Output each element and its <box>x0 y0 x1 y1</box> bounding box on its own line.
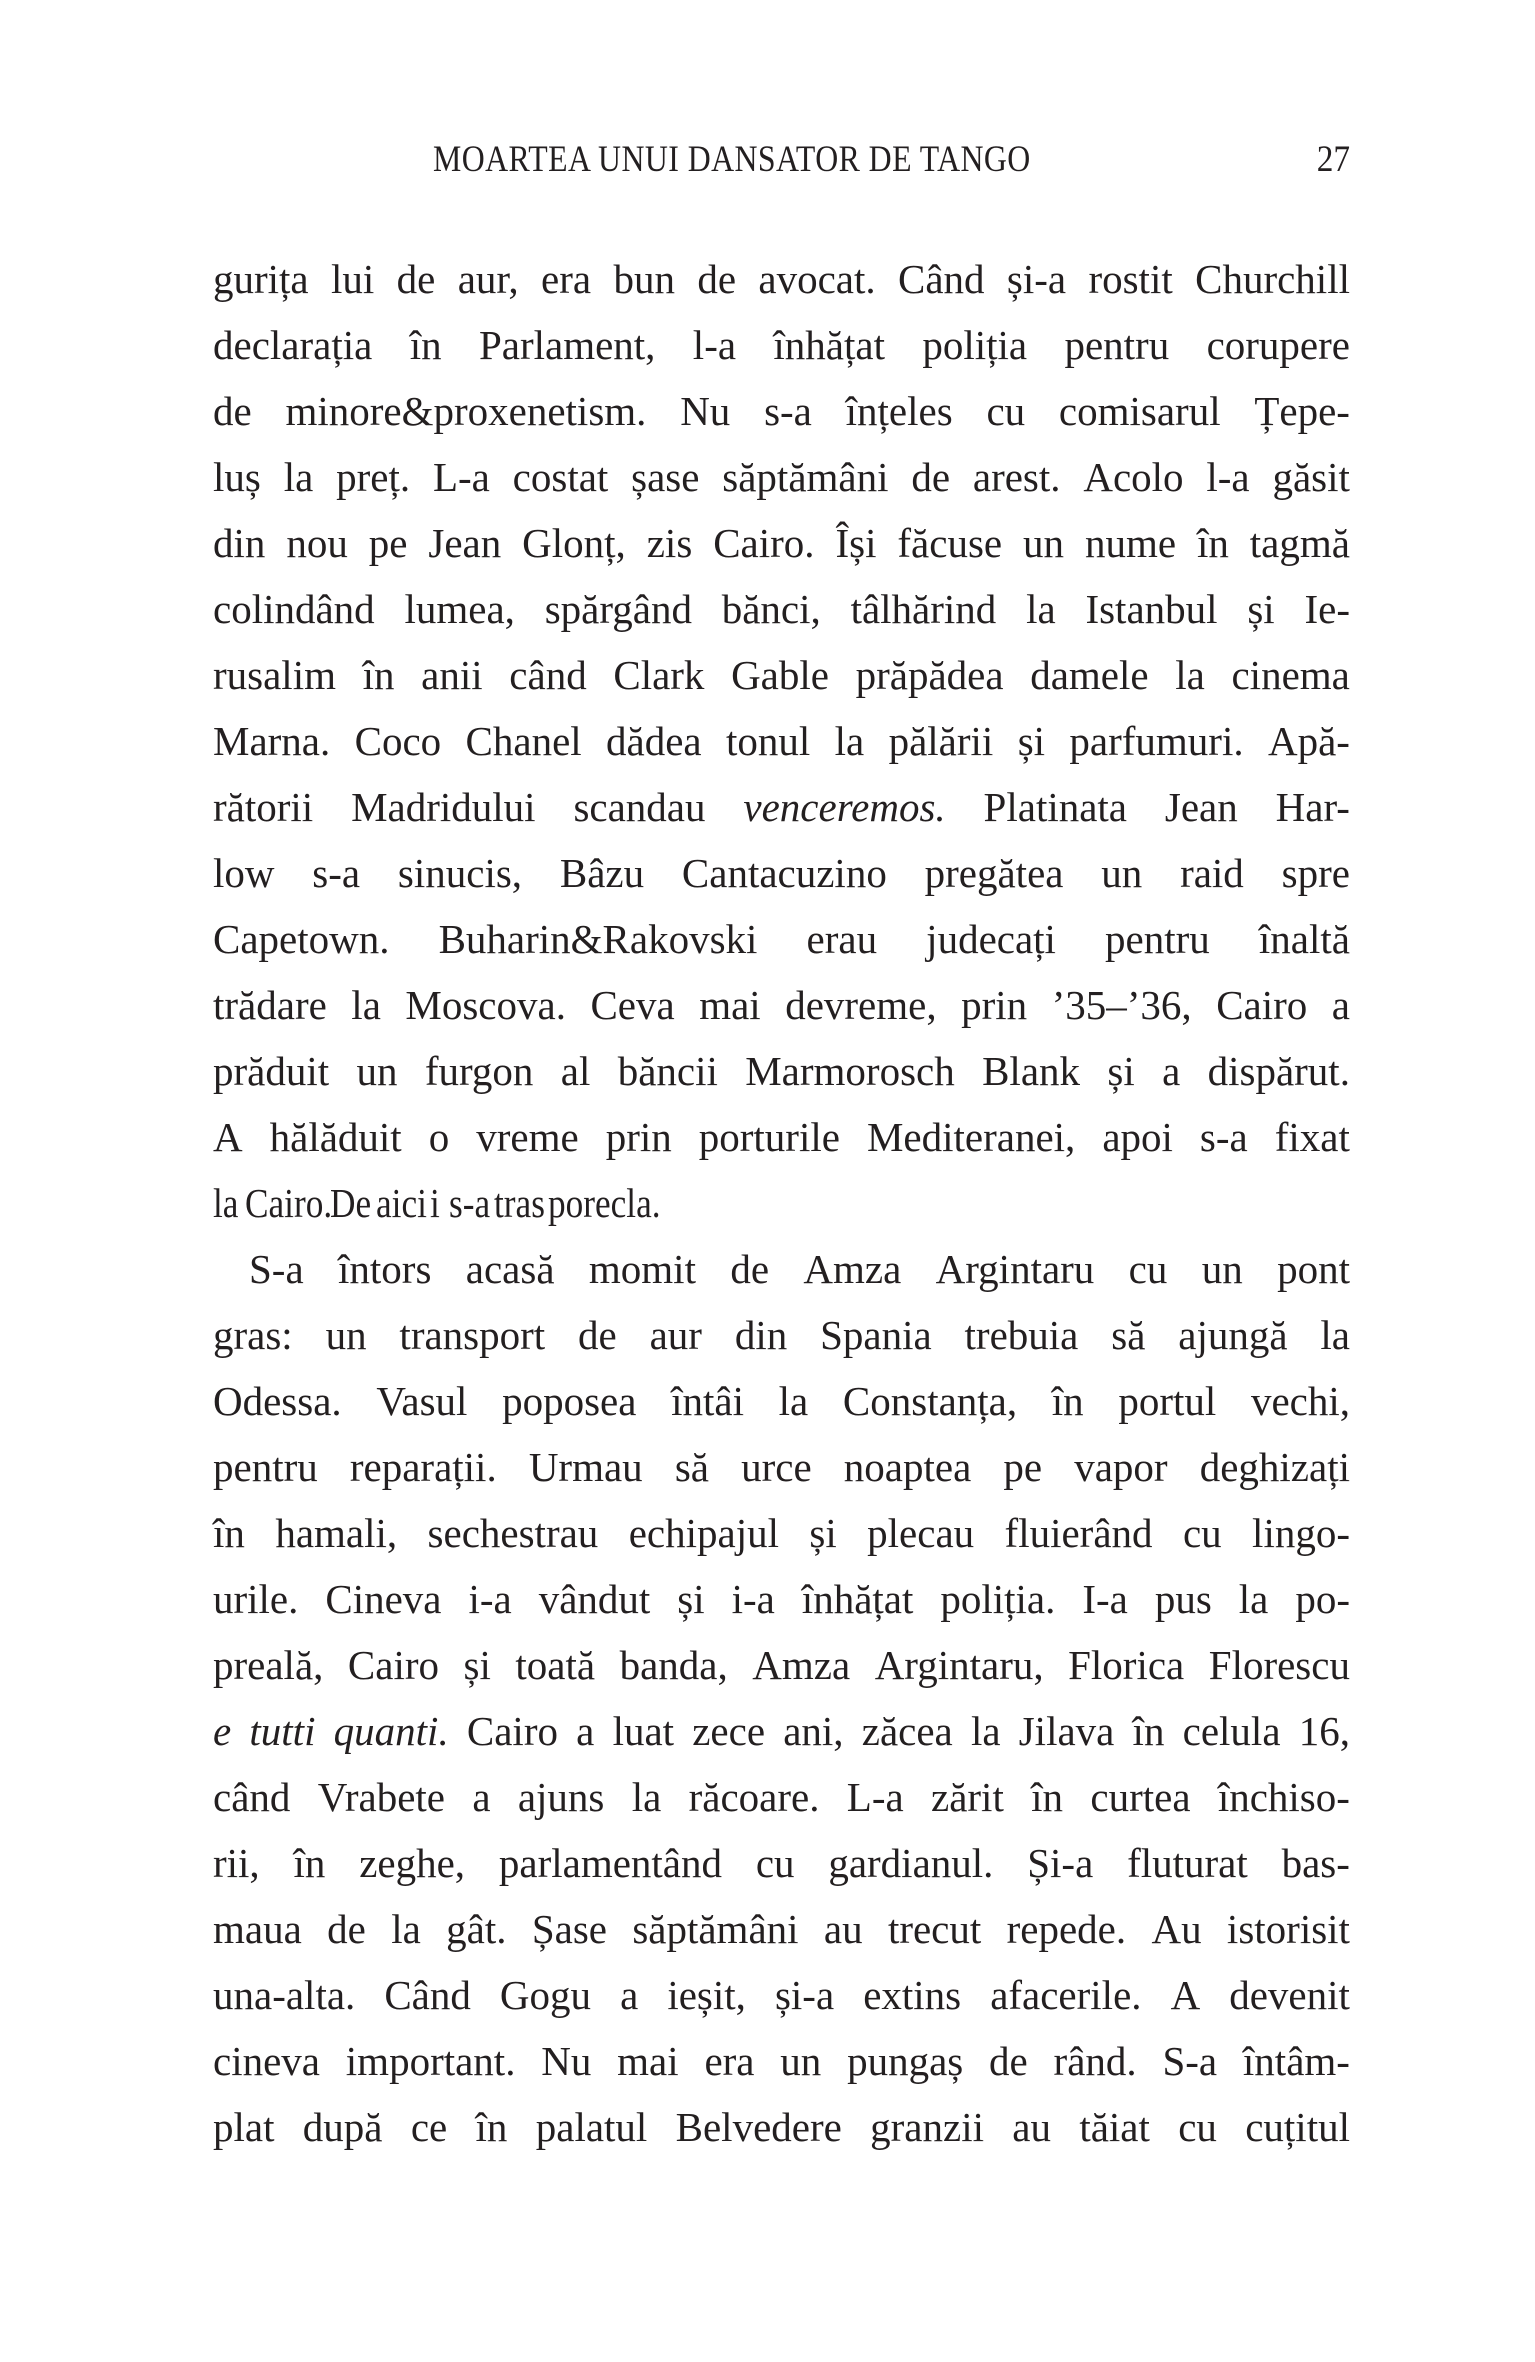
text-line: prăduit un furgon al băncii Marmorosch Blank și a dispărut. <box>213 1048 1350 1094</box>
text-line: luș la preț. L-a costat șase săptămâni de arest. Acolo l-a găsit <box>213 454 1350 500</box>
text-line: plat după ce în palatul Belvedere granzii au tăiat cu cuțitul <box>213 2104 1350 2150</box>
paragraph <box>213 246 1350 1236</box>
text-line: Marna. Coco Chanel dădea tonul la pălării și parfumuri. Apă- <box>213 718 1350 764</box>
running-header <box>213 138 1350 188</box>
text-line: cineva important. Nu mai era un pungaș de rând. S-a întâm- <box>213 2038 1350 2084</box>
text-line: A hălăduit o vreme prin porturile Mediteranei, apoi s-a fixat <box>213 1114 1350 1160</box>
text-line: low s-a sinucis, Bâzu Cantacuzino pregătea un raid spre <box>213 850 1350 896</box>
text-line: Odessa. Vasul poposea întâi la Constanța, în portul vechi, <box>213 1378 1350 1424</box>
text-line: rătorii Madridului scandau venceremos. Platinata Jean Har- <box>213 784 1350 830</box>
text-line: preală, Cairo și toată banda, Amza Argintaru, Florica Florescu <box>213 1642 1350 1688</box>
paragraph <box>213 1236 1350 2160</box>
text-line: de minore&proxenetism. Nu s-a înțeles cu comisarul Țepe- <box>213 388 1350 434</box>
text-line: din nou pe Jean Glonț, zis Cairo. Își făcuse un nume în tagmă <box>213 520 1350 566</box>
text-line: rusalim în anii când Clark Gable prăpădea damele la cinema <box>213 652 1350 698</box>
text-line: când Vrabete a ajuns la răcoare. L-a zărit în curtea închiso- <box>213 1774 1350 1820</box>
text-line: e tutti quanti. Cairo a luat zece ani, zăcea la Jilava în celula 16, <box>213 1708 1350 1754</box>
page-number: 27 <box>1316 139 1350 180</box>
text-line: Capetown. Buharin&Rakovski erau judecați pentru înaltă <box>213 916 1350 962</box>
text-line: pentru reparații. Urmau să urce noaptea pe vapor deghizați <box>213 1444 1350 1490</box>
running-title: MOARTEA UNUI DANSATOR DE TANGO <box>433 139 1031 180</box>
text-line: una-alta. Când Gogu a ieșit, și-a extins afacerile. A devenit <box>213 1972 1350 2018</box>
text-line: declarația în Parlament, l-a înhățat poliția pentru corupere <box>213 322 1350 368</box>
text-line: trădare la Moscova. Ceva mai devreme, prin ’35–’36, Cairo a <box>213 982 1350 1028</box>
text-line: S-a întors acasă momit de Amza Argintaru cu un pont <box>249 1246 1350 1292</box>
text-line: colindând lumea, spărgând bănci, tâlhărind la Istanbul și Ie- <box>213 586 1350 632</box>
text-line: maua de la gât. Șase săptămâni au trecut repede. Au istorisit <box>213 1906 1350 1952</box>
text-line: în hamali, sechestrau echipajul și plecau fluierând cu lingo- <box>213 1510 1350 1556</box>
text-line: rii, în zeghe, parlamentând cu gardianul. Și-a fluturat bas- <box>213 1840 1350 1886</box>
text-line: urile. Cineva i-a vândut și i-a înhățat poliția. I-a pus la po- <box>213 1576 1350 1622</box>
body-text <box>213 246 1350 2160</box>
text-line: gurița lui de aur, era bun de avocat. Când și-a rostit Churchill <box>213 256 1350 302</box>
text-line: la Cairo. De aici i s-a tras porecla. <box>213 1180 661 1226</box>
text-line: gras: un transport de aur din Spania trebuia să ajungă la <box>213 1312 1350 1358</box>
